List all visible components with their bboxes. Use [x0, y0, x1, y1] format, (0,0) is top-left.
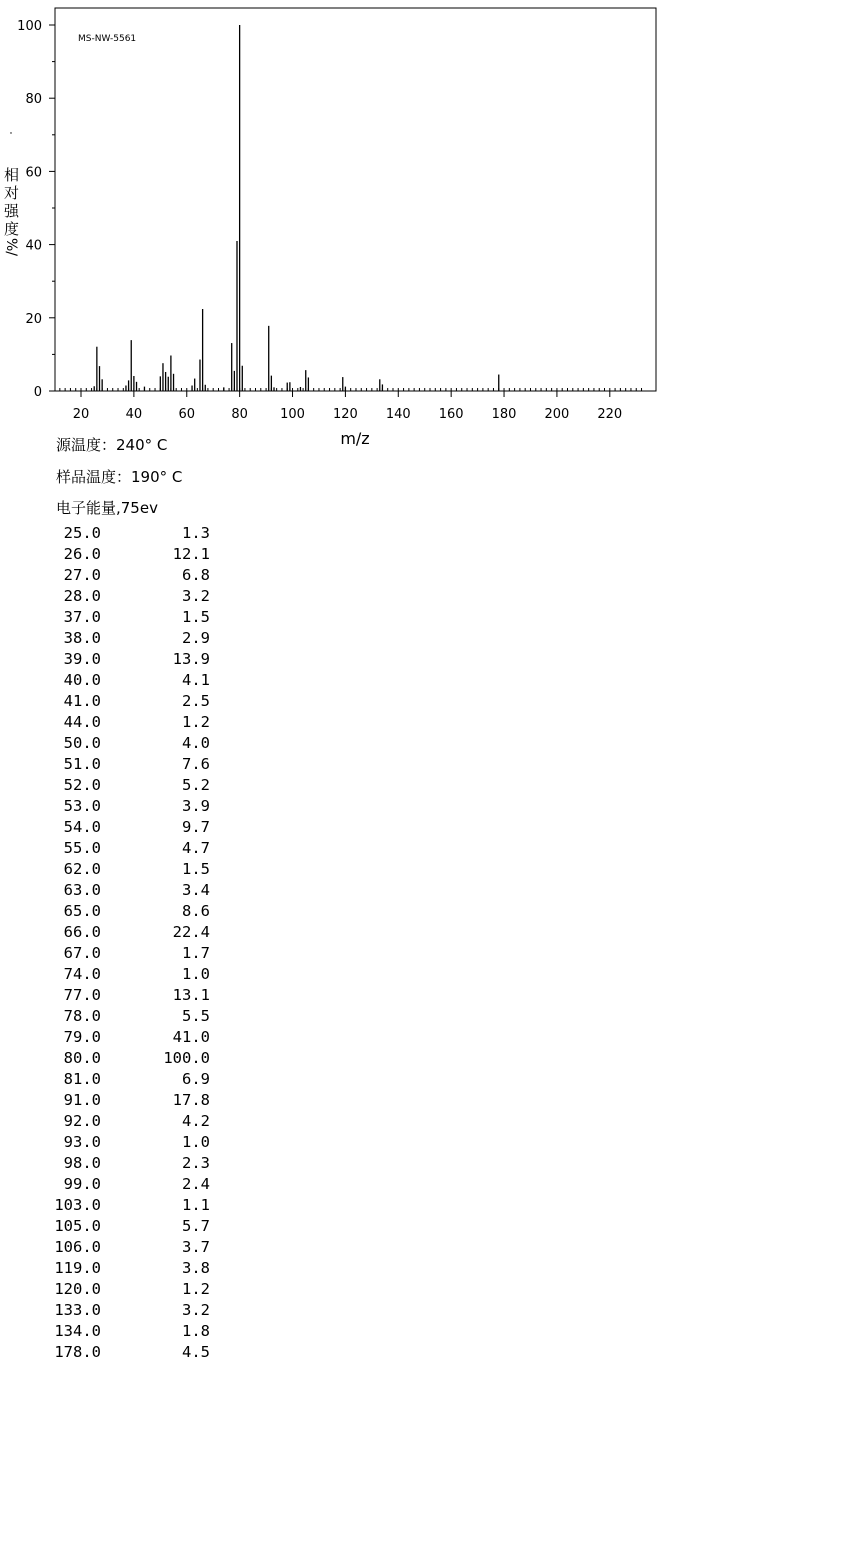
peak-abundance: 12.1 [172, 545, 210, 563]
peak-mz: 120.0 [54, 1280, 101, 1298]
y-tick-label: 80 [25, 92, 42, 108]
peak-abundance: 4.1 [182, 671, 210, 689]
peak-abundance: 1.0 [182, 965, 210, 983]
peak-abundance: 4.5 [182, 1343, 210, 1361]
peak-abundance: 100.0 [163, 1049, 210, 1067]
peak-abundance: 6.9 [182, 1070, 210, 1088]
peak-mz: 66.0 [63, 923, 101, 941]
peak-abundance: 13.9 [172, 650, 210, 668]
peak-mz: 63.0 [63, 881, 101, 899]
peak-abundance: 3.4 [182, 881, 210, 899]
peak-abundance: 7.6 [182, 755, 210, 773]
peak-mz: 39.0 [63, 650, 101, 668]
peak-abundance: 2.3 [182, 1154, 210, 1172]
source-temperature: 源温度：240° C [56, 436, 168, 454]
peak-row [40, 691, 210, 712]
peak-abundance: 1.5 [182, 608, 210, 626]
peak-mz: 52.0 [63, 776, 101, 794]
sample-temperature: 样品温度：190° C [56, 468, 183, 486]
peak-abundance: 3.9 [182, 797, 210, 815]
peak-row [40, 901, 210, 922]
peak-abundance: 1.2 [182, 1280, 210, 1298]
peak-row [40, 1258, 210, 1279]
peak-mz: 62.0 [63, 860, 101, 878]
peak-row [40, 817, 210, 838]
peak-row [40, 1048, 210, 1069]
x-tick-label: 160 [438, 407, 464, 422]
peak-mz: 27.0 [63, 566, 101, 584]
x-tick-label: 80 [231, 407, 248, 422]
y-axis-ticks [17, 19, 55, 400]
peak-row [40, 1132, 210, 1153]
peak-row [40, 523, 210, 544]
peak-row [40, 922, 210, 943]
x-tick-label: 180 [491, 407, 517, 422]
peak-abundance: 13.1 [172, 986, 210, 1004]
x-tick-label: 220 [597, 407, 623, 422]
peak-abundance: 6.8 [182, 566, 210, 584]
peak-row [40, 1321, 210, 1342]
peak-bars [94, 25, 499, 391]
peak-row [40, 838, 210, 859]
peak-abundance: 4.7 [182, 839, 210, 857]
chart-title: MS-NW-5561 [78, 34, 137, 44]
peak-abundance: 17.8 [172, 1091, 210, 1109]
peak-abundance: 3.8 [182, 1259, 210, 1277]
peak-row [40, 754, 210, 775]
y-axis-label [3, 166, 20, 256]
peak-mz: 26.0 [63, 545, 101, 563]
peak-mz: 105.0 [54, 1217, 101, 1235]
peak-abundance: 1.5 [182, 860, 210, 878]
peak-mz: 54.0 [63, 818, 101, 836]
peak-row [40, 1237, 210, 1258]
y-axis-label-char: 强 [4, 202, 20, 220]
peak-row [40, 985, 210, 1006]
peak-mz: 81.0 [63, 1070, 101, 1088]
peak-mz: 93.0 [63, 1133, 101, 1151]
peak-table [40, 523, 210, 1363]
peak-mz: 98.0 [63, 1154, 101, 1172]
peak-mz: 37.0 [63, 608, 101, 626]
peak-row [40, 880, 210, 901]
peak-abundance: 5.7 [182, 1217, 210, 1235]
y-tick-label: 100 [17, 19, 42, 34]
peak-row [40, 586, 210, 607]
x-tick-label: 20 [72, 407, 90, 422]
peak-row [40, 1069, 210, 1090]
y-axis-label-unit: %/ [3, 238, 19, 257]
peak-abundance: 1.2 [182, 713, 210, 731]
peak-abundance: 3.7 [182, 1238, 210, 1256]
peak-abundance: 41.0 [172, 1028, 210, 1046]
peak-row [40, 733, 210, 754]
peak-row [40, 1153, 210, 1174]
peak-mz: 40.0 [63, 671, 101, 689]
peak-mz: 50.0 [63, 734, 101, 752]
x-tick-label: 140 [385, 407, 411, 422]
mass-spectrum-chart [0, 0, 850, 455]
peak-mz: 51.0 [63, 755, 101, 773]
peak-abundance: 1.7 [182, 944, 210, 962]
peak-row [40, 1111, 210, 1132]
peak-abundance: 22.4 [172, 923, 210, 941]
peak-row [40, 1300, 210, 1321]
peak-mz: 133.0 [54, 1301, 101, 1319]
peak-abundance: 1.3 [182, 524, 210, 542]
y-tick-label: 40 [25, 238, 42, 254]
peak-abundance: 2.9 [182, 629, 210, 647]
peak-abundance: 2.4 [182, 1175, 210, 1193]
peak-abundance: 1.8 [182, 1322, 210, 1340]
peak-mz: 77.0 [63, 986, 101, 1004]
peak-mz: 80.0 [63, 1049, 101, 1067]
peak-abundance: 4.0 [182, 734, 210, 752]
peak-row [40, 607, 210, 628]
peak-row [40, 943, 210, 964]
peak-row [40, 1195, 210, 1216]
y-tick-label: 60 [25, 165, 42, 181]
peak-row [40, 712, 210, 733]
peak-abundance: 8.6 [182, 902, 210, 920]
peak-row [40, 1174, 210, 1195]
peak-row [40, 859, 210, 880]
peak-row [40, 565, 210, 586]
plot-frame [55, 8, 656, 391]
peak-abundance: 1.1 [182, 1196, 210, 1214]
peak-abundance: 1.0 [182, 1133, 210, 1151]
peak-mz: 55.0 [63, 839, 101, 857]
y-tick-label: 0 [33, 385, 42, 400]
y-axis-label-char: 对 [4, 184, 20, 202]
peak-abundance: 4.2 [182, 1112, 210, 1130]
electron-energy: 电子能量,75ev [56, 499, 158, 517]
peak-row [40, 628, 210, 649]
peak-mz: 25.0 [63, 524, 101, 542]
peak-mz: 44.0 [63, 713, 101, 731]
peak-row [40, 649, 210, 670]
peak-row [40, 1006, 210, 1027]
peak-mz: 78.0 [63, 1007, 101, 1025]
peak-row [40, 796, 210, 817]
peak-row [40, 1216, 210, 1237]
y-axis-label-char: 度 [4, 220, 20, 238]
peak-mz: 28.0 [63, 587, 101, 605]
peak-mz: 91.0 [63, 1091, 101, 1109]
peak-mz: 74.0 [63, 965, 101, 983]
peak-mz: 106.0 [54, 1238, 101, 1256]
peak-abundance: 3.2 [182, 1301, 210, 1319]
peak-abundance: 5.5 [182, 1007, 210, 1025]
peak-row [40, 1090, 210, 1111]
x-tick-label: 40 [125, 407, 143, 422]
peak-row [40, 1279, 210, 1300]
peak-abundance: 3.2 [182, 587, 210, 605]
peak-mz: 99.0 [63, 1175, 101, 1193]
y-axis-label-dot [10, 132, 11, 133]
x-axis-ticks [73, 391, 622, 422]
peak-mz: 38.0 [63, 629, 101, 647]
peak-mz: 92.0 [63, 1112, 101, 1130]
peak-mz: 119.0 [54, 1259, 101, 1277]
peak-row [40, 964, 210, 985]
x-tick-label: 60 [178, 407, 196, 422]
peak-row [40, 670, 210, 691]
peak-mz: 178.0 [54, 1343, 101, 1361]
peak-row [40, 1342, 210, 1363]
peak-mz: 134.0 [54, 1322, 101, 1340]
peak-row [40, 775, 210, 796]
x-axis-label: m/z [340, 429, 370, 448]
peak-mz: 67.0 [63, 944, 101, 962]
peak-mz: 65.0 [63, 902, 101, 920]
peak-mz: 41.0 [63, 692, 101, 710]
peak-abundance: 5.2 [182, 776, 210, 794]
peak-row [40, 544, 210, 565]
peak-row [40, 1027, 210, 1048]
y-tick-label: 20 [25, 311, 42, 327]
peak-mz: 53.0 [63, 797, 101, 815]
peak-abundance: 9.7 [182, 818, 210, 836]
y-axis-label-char: 相 [4, 166, 20, 184]
x-tick-label: 120 [332, 407, 358, 422]
x-tick-label: 200 [544, 407, 570, 422]
peak-mz: 103.0 [54, 1196, 101, 1214]
peak-mz: 79.0 [63, 1028, 101, 1046]
x-tick-label: 100 [280, 407, 305, 422]
peak-abundance: 2.5 [182, 692, 210, 710]
